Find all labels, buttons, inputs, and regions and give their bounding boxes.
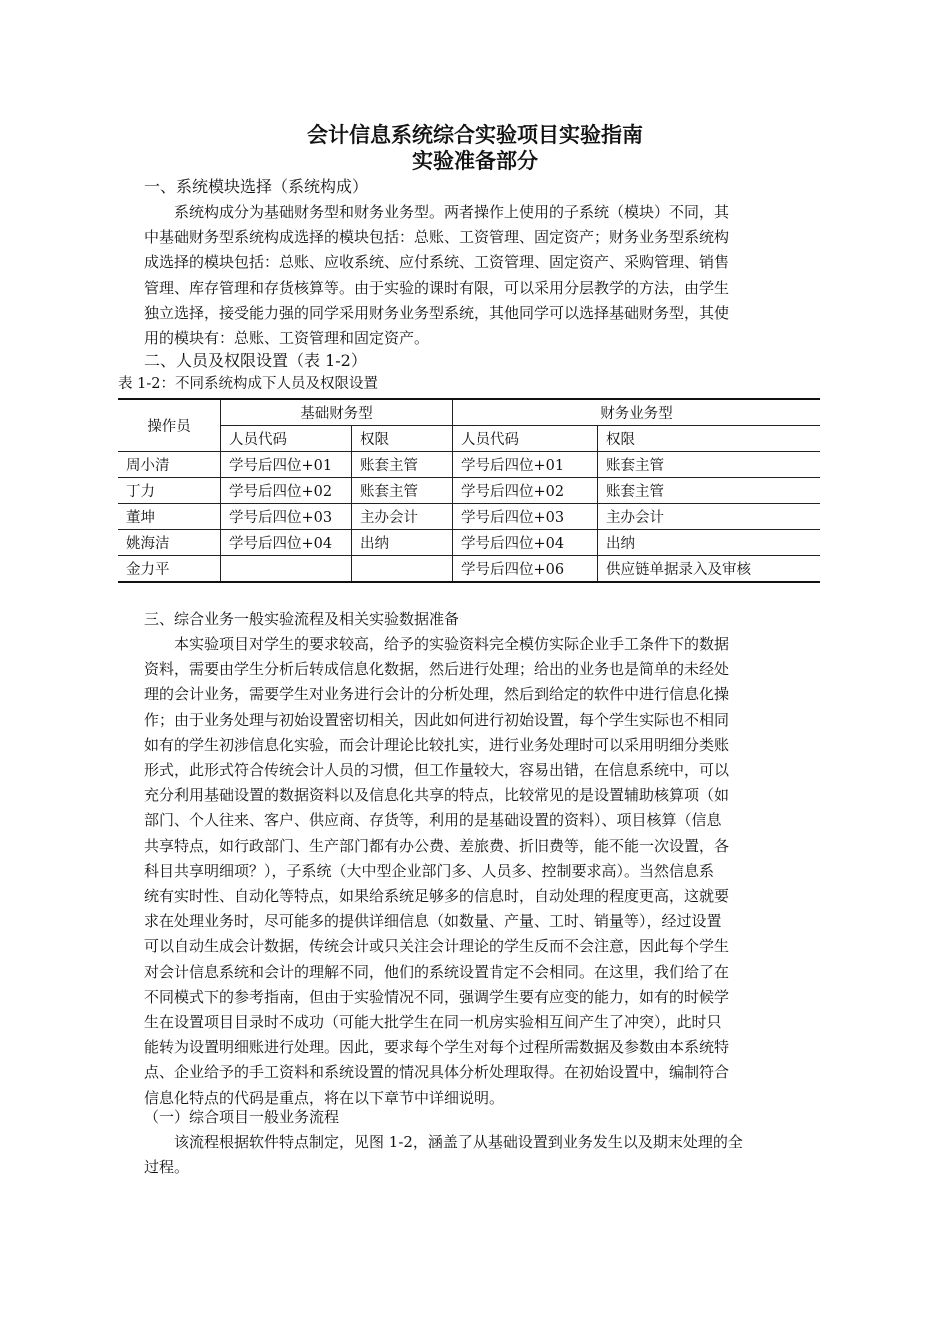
subsection1-paragraph (144, 1130, 808, 1180)
text-line: 统有实时性、自动化等特点，如果给系统足够多的信息时，自动处理的程度更高，这就要 (144, 887, 730, 906)
text-line: 如有的学生初涉信息化实验，而会计理论比较扎实，进行业务处理时可以采用明细分类账 (144, 735, 730, 754)
text-line: 系统构成分为基础财务型和财务业务型。两者操作上使用的子系统（模块）不同，其 (174, 203, 730, 221)
text-line: 点、企业给予的手工资料和系统设置的情况具体分析处理取得。在初始设置中，编制符合 (144, 1063, 730, 1082)
document-subtitle: 实验准备部分 (412, 148, 538, 173)
cell-name: 董坤 (118, 504, 221, 530)
text-line: 充分利用基础设置的数据资料以及信息化共享的特点，比较常见的是设置辅助核算项（如 (144, 786, 730, 805)
cell-business-permission: 账套主管 (598, 452, 821, 478)
text-line: 不同模式下的参考指南，但由于实验情况不同，强调学生要有应变的能力，如有的时候学 (144, 987, 730, 1006)
subsection1-heading: （一）综合项目一般业务流程 (144, 1108, 340, 1126)
text-line: 对会计信息系统和会计的理解不同，他们的系统设置肯定不会相同。在这里，我们给了在 (144, 962, 730, 981)
subheader-permission: 权限 (352, 426, 453, 452)
cell-name: 周小清 (118, 452, 221, 478)
text-line: 能转为设置明细账进行处理。因此，要求每个学生对每个过程所需数据及参数由本系统特 (144, 1038, 730, 1057)
text-line: 过程。 (144, 1158, 190, 1177)
section3-paragraph (144, 632, 808, 1111)
text-line: 该流程根据软件特点制定，见图 1-2，涵盖了从基础设置到业务发生以及期末处理的全 (174, 1133, 743, 1151)
cell-basic-code: 学号后四位+02 (221, 478, 352, 504)
cell-basic-permission: 账套主管 (352, 478, 453, 504)
cell-basic-permission: 账套主管 (352, 452, 453, 478)
cell-business-code: 学号后四位+03 (453, 504, 598, 530)
text-line: 本实验项目对学生的要求较高，给予的实验资料完全模仿实际企业手工条件下的数据 (174, 635, 730, 653)
cell-business-permission: 出纳 (598, 530, 821, 556)
cell-business-permission: 主办会计 (598, 504, 821, 530)
section3-heading: 三、综合业务一般实验流程及相关实验数据准备 (144, 610, 460, 628)
text-line: 资料，需要由学生分析后转成信息化数据，然后进行处理；给出的业务也是简单的未经处 (144, 660, 730, 679)
text-line: 求在处理业务时，尽可能多的提供详细信息（如数量、产量、工时、销量等），经过设置 (144, 912, 722, 931)
text-line: 用的模块有：总账、工资管理和固定资产。 (144, 329, 430, 348)
cell-business-code: 学号后四位+06 (453, 556, 598, 583)
text-line: 理的会计业务，需要学生对业务进行会计的分析处理，然后到给定的软件中进行信息化操 (144, 685, 730, 704)
table-row (118, 556, 820, 583)
cell-business-code: 学号后四位+02 (453, 478, 598, 504)
text-line: 独立选择，接受能力强的同学采用财务业务型系统，其他同学可以选择基础财务型，其使 (144, 303, 730, 322)
cell-business-code: 学号后四位+01 (453, 452, 598, 478)
table-header-row (118, 399, 820, 426)
text-line: 科目共享明细项？），子系统（大中型企业部门多、人员多、控制要求高）。当然信息系 (144, 861, 715, 880)
table-caption: 表 1-2：不同系统构成下人员及权限设置 (118, 376, 378, 392)
cell-basic-code (221, 556, 352, 583)
section1-heading: 一、系统模块选择（系统构成） (144, 177, 369, 196)
cell-name: 姚海洁 (118, 530, 221, 556)
cell-business-code: 学号后四位+04 (453, 530, 598, 556)
table-row (118, 530, 820, 556)
subheader-permission: 权限 (598, 426, 821, 452)
table-row (118, 504, 820, 530)
cell-basic-permission (352, 556, 453, 583)
cell-basic-permission: 主办会计 (352, 504, 453, 530)
permissions-table (118, 398, 820, 583)
text-line: 管理、库存管理和存货核算等。由于实验的课时有限，可以采用分层教学的方法，由学生 (144, 278, 730, 297)
cell-basic-code: 学号后四位+03 (221, 504, 352, 530)
cell-business-permission: 供应链单据录入及审核 (598, 556, 821, 583)
cell-basic-code: 学号后四位+04 (221, 530, 352, 556)
section2-heading: 二、人员及权限设置（表 1-2） (144, 351, 367, 370)
cell-basic-permission: 出纳 (352, 530, 453, 556)
header-business-finance: 财务业务型 (453, 399, 821, 426)
cell-basic-code: 学号后四位+01 (221, 452, 352, 478)
text-line: 中基础财务型系统构成选择的模块包括：总账、工资管理、固定资产；财务业务型系统构 (144, 228, 730, 247)
table-subheader-row (118, 426, 820, 452)
table-row (118, 452, 820, 478)
text-line: 生在设置项目目录时不成功（可能大批学生在同一机房实验相互间产生了冲突），此时只 (144, 1013, 722, 1032)
text-line: 成选择的模块包括：总账、应收系统、应付系统、工资管理、固定资产、采购管理、销售 (144, 253, 730, 272)
text-line: 可以自动生成会计数据，传统会计或只关注会计理论的学生反而不会注意，因此每个学生 (144, 937, 730, 956)
text-line: 共享特点，如行政部门、生产部门都有办公费、差旅费、折旧费等，能不能一次设置，各 (144, 836, 730, 855)
subheader-code: 人员代码 (221, 426, 352, 452)
text-line: 部门、个人往来、客户、供应商、存货等，利用的是基础设置的资料）、项目核算（信息 (144, 811, 722, 830)
document-title: 会计信息系统综合实验项目实验指南 (307, 122, 643, 147)
text-line: 作；由于业务处理与初始设置密切相关，因此如何进行初始设置，每个学生实际也不相同 (144, 710, 730, 729)
text-line: 信息化特点的代码是重点，将在以下章节中详细说明。 (144, 1088, 505, 1107)
header-basic-finance: 基础财务型 (221, 399, 453, 426)
cell-business-permission: 账套主管 (598, 478, 821, 504)
header-operator: 操作员 (118, 399, 221, 452)
subheader-code: 人员代码 (453, 426, 598, 452)
cell-name: 金力平 (118, 556, 221, 583)
table-row (118, 478, 820, 504)
section1-paragraph (144, 200, 808, 351)
text-line: 形式，此形式符合传统会计人员的习惯，但工作量较大，容易出错，在信息系统中，可以 (144, 761, 730, 780)
cell-name: 丁力 (118, 478, 221, 504)
